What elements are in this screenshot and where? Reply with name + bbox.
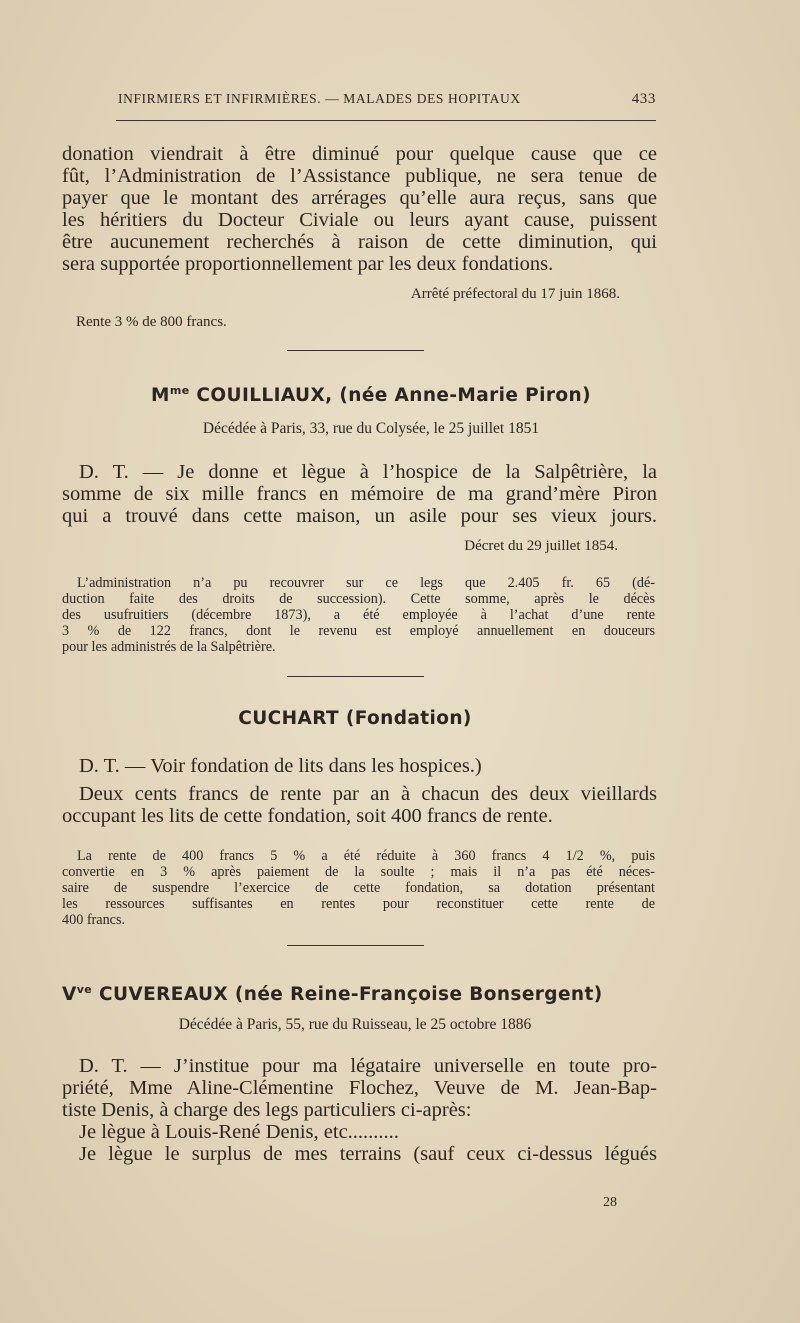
text-line: somme de six mille francs en mémoire de ma grand’mère Piron [62, 483, 657, 505]
text-line: les héritiers du Docteur Civiale ou leurs ayant cause, puissent [62, 209, 657, 231]
text-line: sera supportée proportionnellement par les deux fondations. [62, 253, 554, 275]
text-line: fût, l’Administration de l’Assistance publique, ne sera tenue de [62, 165, 657, 187]
text-line: payer que le montant des arrérages qu’elle aura reçus, sans que [62, 187, 657, 209]
subtitle-couilliaux: Décédée à Paris, 33, rue du Colysée, le 25 juillet 1851 [202, 420, 540, 437]
note-line: convertie en 3 % après paiement de la soulte ; mais il n’a pas été néces- [62, 864, 655, 880]
note-line: L’administration n’a pu recouvrer sur ce legs que 2.405 fr. 65 (dé- [77, 575, 655, 591]
text-line: D. T. — Je donne et lègue à l’hospice de la Salpêtrière, la [79, 461, 657, 483]
section-heading-cuvereaux: $V^{ve}$ CUVEREAUX (née Reine-Françoise Bonsergent) [62, 983, 603, 1006]
page-number: 433 [631, 91, 656, 107]
header-rule [116, 120, 656, 121]
cuchart-paragraph [62, 755, 657, 827]
note-line: La rente de 400 francs 5 % a été réduite à 360 francs 4 1/2 %, puis [77, 848, 655, 864]
intro-rente: Rente 3 % de 800 francs. [76, 314, 227, 330]
section-heading-couilliaux: $M^{me}$ COUILLIAUX, (née Anne-Marie Piron) [151, 384, 591, 407]
cuvereaux-paragraph [62, 1055, 657, 1165]
text-line: Je lègue le surplus de mes terrains (sauf ceux ci-dessus légués [79, 1143, 657, 1165]
text-line: priété, Mme Aline-Clémentine Flochez, Veuve de M. Jean-Bap- [62, 1077, 657, 1099]
text-line: Deux cents francs de rente par an à chacun des deux vieillards [79, 783, 657, 805]
text-line: D. T. — Voir fondation de lits dans les hospices.) [79, 755, 482, 777]
text-line: occupant les lits de cette fondation, soit 400 francs de rente. [62, 805, 553, 827]
note-line: des usufruitiers (décembre 1873), a été employée à l’achat d’une rente [62, 607, 655, 623]
subtitle-cuvereaux: Décédée à Paris, 55, rue du Ruisseau, le 25 octobre 1886 [178, 1016, 532, 1033]
note-line: 3 % de 122 francs, dont le revenu est employé annuellement en douceurs [62, 623, 655, 639]
note-couilliaux [62, 575, 655, 655]
text-line: être aucunement recherchés à raison de cette diminution, qui [62, 231, 657, 253]
running-title: INFIRMIERS ET INFIRMIÈRES. — MALADES DES HOPITAUX [118, 91, 521, 106]
note-line: pour les administrés de la Salpêtrière. [62, 639, 276, 655]
note-line: 400 francs. [62, 912, 126, 928]
text-line: qui a trouvé dans cette maison, un asile pour ses vieux jours. [62, 505, 657, 527]
intro-decree: Arrêté préfectoral du 17 juin 1868. [410, 286, 620, 302]
decree-couilliaux: Décret du 29 juillet 1854. [464, 538, 618, 554]
section-heading-cuchart: CUCHART (Fondation) [238, 708, 472, 729]
note-line: saire de suspendre l’exercice de cette fondation, sa dotation présentant [62, 880, 655, 896]
note-cuchart [62, 848, 655, 928]
section-divider [287, 945, 424, 946]
section-divider [287, 676, 424, 677]
signature-mark: 28 [603, 1195, 617, 1210]
section-divider [287, 350, 424, 351]
note-line: duction faite des droits de succession). Cette somme, après le décès [62, 591, 655, 607]
note-line: les ressources suffisantes en rentes pour reconstituer cette rente de [62, 896, 655, 912]
text-line: Je lègue à Louis-René Denis, etc.......... [79, 1121, 399, 1143]
bequest-paragraph [62, 461, 657, 527]
intro-paragraph [62, 143, 657, 275]
text-line: tiste Denis, à charge des legs particuliers ci-après: [62, 1099, 472, 1121]
text-line: D. T. — J’institue pour ma légataire universelle en toute pro- [79, 1055, 657, 1077]
text-line: donation viendrait à être diminué pour quelque cause que ce [62, 143, 657, 165]
